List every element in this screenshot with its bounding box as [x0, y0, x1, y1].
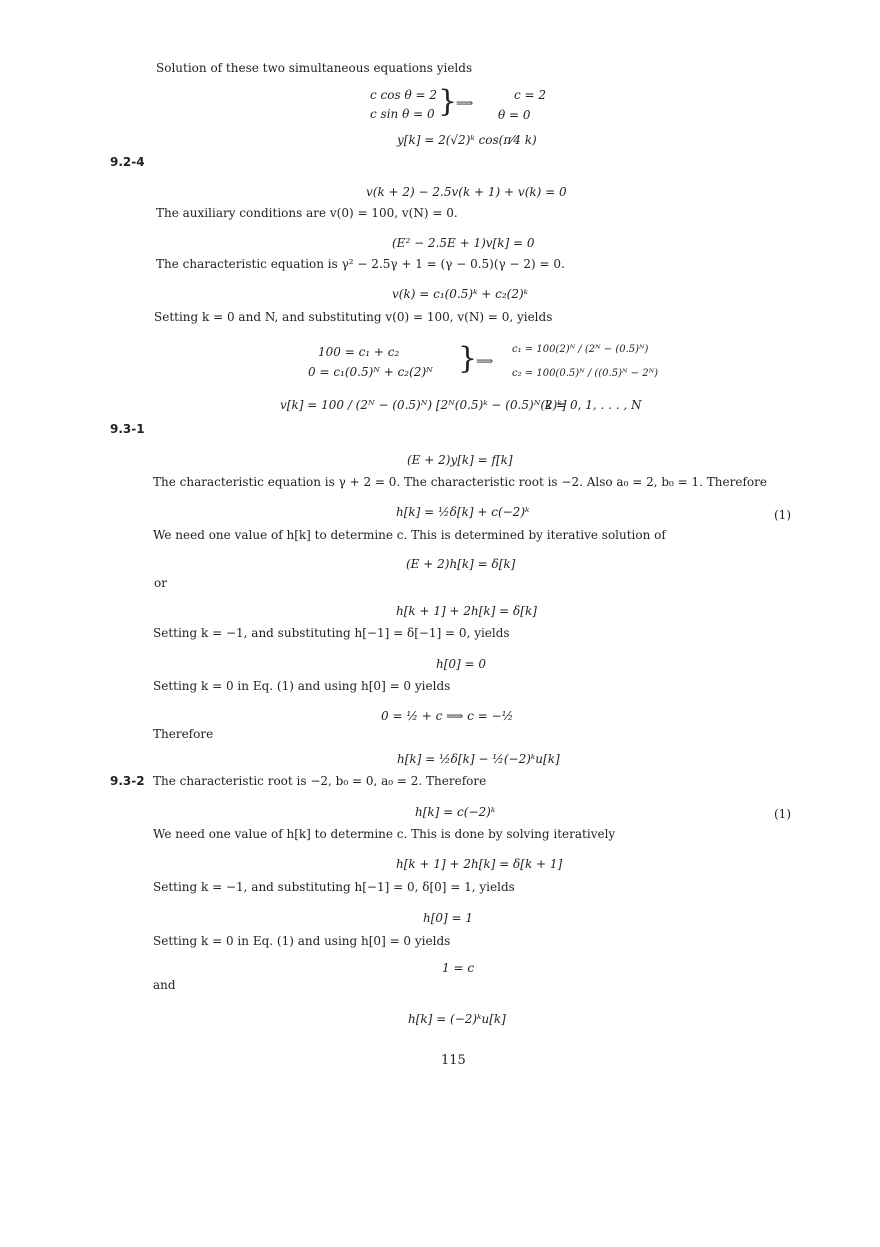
problem-label-9-3-1: 9.3-1	[110, 422, 145, 436]
s924-final-solution: v[k] = 100 / (2ᴺ − (0.5)ᴺ) [2ᴺ(0.5)ᵏ − (0.5)ᴺ(2)ᵏ]	[280, 398, 567, 412]
intro-result-2: θ = 0	[498, 108, 531, 122]
s924-c2-solution: c₂ = 100(0.5)ᴺ / ((0.5)ᴺ − 2ᴺ)	[512, 368, 658, 379]
s931-text-1: The characteristic equation is γ + 2 = 0. The characteristic root is −2. Also a₀ = 2, b₀ = 1. Therefore	[153, 475, 767, 489]
intro-system-line-1: c cos θ = 2	[370, 88, 437, 102]
s931-text-5: Setting k = 0 in Eq. (1) and using h[0] = 0 yields	[153, 679, 451, 693]
s931-equation-5: h[0] = 0	[436, 657, 487, 671]
s931-text-6: Therefore	[153, 727, 214, 741]
s931-text-4: Setting k = −1, and substituting h[−1] = δ[−1] = 0, yields	[153, 626, 510, 640]
s924-system-line-1: 100 = c₁ + c₂	[318, 345, 400, 359]
s924-final-range: k = 0, 1, . . . , N	[545, 398, 642, 412]
s931-equation-7: h[k] = ½δ[k] − ½(−2)ᵏu[k]	[397, 752, 560, 766]
s924-c1-solution: c₁ = 100(2)ᴺ / (2ᴺ − (0.5)ᴺ)	[512, 344, 649, 355]
s931-equation-6: 0 = ½ + c ⟹ c = −½	[381, 709, 514, 723]
s924-equation-3: v(k) = c₁(0.5)ᵏ + c₂(2)ᵏ	[392, 287, 529, 301]
s931-equation-tag: (1)	[774, 508, 791, 522]
intro-text: Solution of these two simultaneous equations yields	[156, 61, 473, 75]
page-number: 115	[441, 1053, 466, 1068]
s924-text-3: Setting k = 0 and N, and substituting v(0) = 100, v(N) = 0, yields	[154, 310, 553, 324]
s932-text-3: Setting k = −1, and substituting h[−1] = 0, δ[0] = 1, yields	[153, 880, 515, 894]
problem-label-9-3-2: 9.3-2	[110, 774, 145, 788]
s924-right-brace: }	[458, 341, 478, 376]
s931-text-2: We need one value of h[k] to determine c. This is determined by iterative solution of	[153, 528, 666, 542]
s932-equation-tag: (1)	[774, 807, 791, 821]
s931-text-3: or	[154, 576, 167, 590]
s931-equation-4: h[k + 1] + 2h[k] = δ[k]	[396, 604, 537, 618]
s924-implies-arrow: ⟹	[476, 354, 494, 368]
problem-label-9-2-4: 9.2-4	[110, 155, 145, 169]
intro-implies-arrow: ⟹	[456, 96, 474, 110]
s924-system-line-2: 0 = c₁(0.5)ᴺ + c₂(2)ᴺ	[308, 365, 433, 379]
s932-equation-1: h[k] = c(−2)ᵏ	[415, 805, 496, 819]
intro-right-brace: }	[438, 84, 458, 119]
intro-solution: y[k] = 2(√2)ᵏ cos(π⁄4 k)	[397, 133, 537, 147]
s924-text-2: The characteristic equation is γ² − 2.5γ + 1 = (γ − 0.5)(γ − 2) = 0.	[156, 257, 565, 271]
s932-equation-4: 1 = c	[442, 961, 475, 975]
s931-equation-3: (E + 2)h[k] = δ[k]	[406, 557, 516, 571]
s924-text-1: The auxiliary conditions are v(0) = 100, v(N) = 0.	[156, 206, 458, 220]
s932-equation-2: h[k + 1] + 2h[k] = δ[k + 1]	[396, 857, 563, 871]
intro-result-1: c = 2	[514, 88, 547, 102]
s932-equation-3: h[0] = 1	[423, 911, 474, 925]
s932-text-4: Setting k = 0 in Eq. (1) and using h[0] = 0 yields	[153, 934, 451, 948]
s932-text-1: The characteristic root is −2, b₀ = 0, a₀ = 2. Therefore	[153, 774, 487, 788]
intro-system-line-2: c sin θ = 0	[370, 107, 435, 121]
s932-text-2: We need one value of h[k] to determine c. This is done by solving iteratively	[153, 827, 616, 841]
s932-equation-5: h[k] = (−2)ᵏu[k]	[408, 1012, 506, 1026]
s931-equation-1: (E + 2)y[k] = f[k]	[407, 453, 513, 467]
s924-equation-2: (E² − 2.5E + 1)v[k] = 0	[392, 236, 535, 250]
s932-text-5: and	[153, 978, 176, 992]
s924-equation-1: v(k + 2) − 2.5v(k + 1) + v(k) = 0	[366, 185, 567, 199]
s931-equation-2: h[k] = ½δ[k] + c(−2)ᵏ	[396, 505, 530, 519]
